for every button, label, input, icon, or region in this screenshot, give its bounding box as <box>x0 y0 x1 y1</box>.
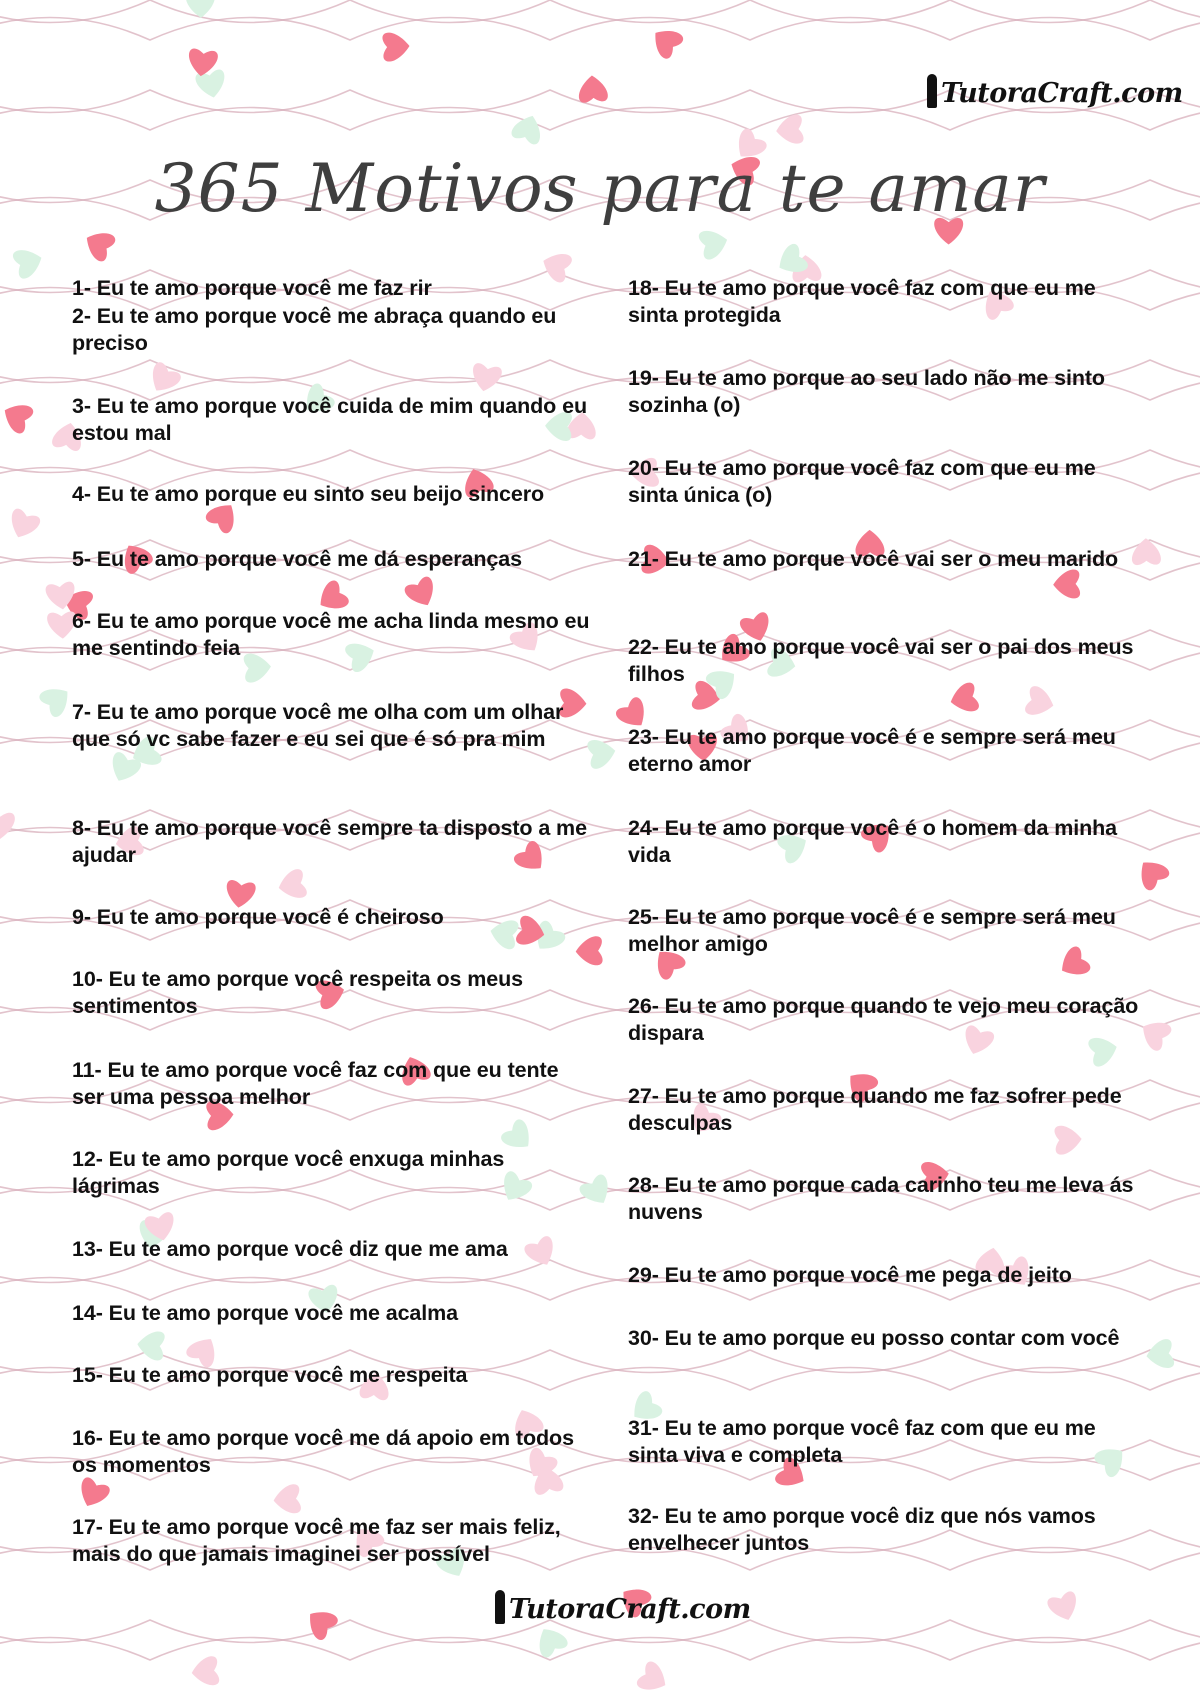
list-item: 8- Eu te amo porque você sempre ta disposto a me ajudar <box>72 816 587 867</box>
list-item: 19- Eu te amo porque ao seu lado não me sinto sozinha (o) <box>628 366 1105 417</box>
heart-icon <box>190 1656 220 1688</box>
list-item: 16- Eu te amo porque você me dá apoio em todos os momentos <box>72 1426 574 1477</box>
list-item: 5- Eu te amo porque você me dá esperanças <box>72 547 522 571</box>
heart-icon <box>1053 569 1081 599</box>
list-item: 27- Eu te amo porque quando me faz sofrer pede desculpas <box>628 1084 1122 1135</box>
list-item: 9- Eu te amo porque você é cheiroso <box>72 905 444 929</box>
list-item: 4- Eu te amo porque eu sinto seu beijo sincero <box>72 482 545 506</box>
heart-icon <box>80 225 117 263</box>
logo-bottom-text: TutoraCraft.com <box>509 1594 751 1625</box>
list-item: 15- Eu te amo porque você me respeita <box>72 1363 468 1387</box>
heart-icon <box>272 1484 301 1515</box>
woman-silhouette-icon <box>495 1590 505 1624</box>
list-item: 17- Eu te amo porque você me faz ser mais feliz, mais do que jamais imaginei ser possível <box>72 1515 561 1566</box>
page-title: 365 Motivos para te amar <box>154 150 1046 227</box>
list-item: 22- Eu te amo porque você vai ser o pai dos meus filhos <box>628 635 1134 686</box>
list-item: 18- Eu te amo porque você faz com que eu me sinta protegida <box>628 276 1096 327</box>
list-item: 6- Eu te amo porque você me acha linda mesmo eu me sentindo feia <box>72 609 590 660</box>
heart-icon <box>37 680 76 719</box>
list-item: 2- Eu te amo porque você me abraça quando eu preciso <box>72 304 557 355</box>
list-item: 7- Eu te amo porque você me olha com um olhar que só vc sabe fazer e eu sei que é só pra mim <box>72 700 564 751</box>
list-item: 23- Eu te amo porque você é e sempre será meu eterno amor <box>628 725 1116 776</box>
heart-icon <box>301 1603 340 1642</box>
heart-icon <box>510 111 546 146</box>
heart-icon <box>186 0 216 18</box>
heart-icon <box>5 507 42 543</box>
list-item: 31- Eu te amo porque você faz com que eu me sinta viva e completa <box>628 1416 1096 1467</box>
logo-bottom[interactable] <box>495 1590 751 1625</box>
heart-icon <box>74 1476 111 1512</box>
list-item: 20- Eu te amo porque você faz com que eu me sinta única (o) <box>628 456 1096 507</box>
heart-icon <box>1024 685 1057 720</box>
heart-icon <box>1145 1338 1175 1370</box>
woman-silhouette-icon <box>927 74 937 108</box>
heart-icon <box>635 1660 672 1696</box>
list-item: 1- Eu te amo porque você me faz rir <box>72 276 432 300</box>
heart-icon <box>646 22 685 61</box>
list-item: 11- Eu te amo porque você faz com que eu tente ser uma pessoa melhor <box>72 1058 559 1109</box>
list-item: 26- Eu te amo porque quando te vejo meu coração dispara <box>628 994 1139 1045</box>
heart-icon <box>0 397 35 435</box>
list-item: 21- Eu te amo porque você vai ser o meu marido <box>628 547 1119 571</box>
logo-top-text: TutoraCraft.com <box>941 78 1183 109</box>
heart-icon <box>12 244 47 280</box>
list-item: 25- Eu te amo porque você é e sempre será meu melhor amigo <box>628 905 1116 956</box>
list-item: 10- Eu te amo porque você respeita os meus sentimentos <box>72 967 524 1018</box>
list-item: 29- Eu te amo porque você me pega de jeito <box>628 1263 1072 1287</box>
list-item: 32- Eu te amo porque você diz que nós vamos envelhecer juntos <box>628 1504 1096 1555</box>
heart-icon <box>1046 1590 1082 1625</box>
heart-icon <box>698 226 731 261</box>
heart-icon <box>382 31 410 61</box>
list-item: 12- Eu te amo porque você enxuga minhas lágrimas <box>72 1147 505 1198</box>
list-item: 13- Eu te amo porque você diz que me ama <box>72 1237 508 1261</box>
list-item: 3- Eu te amo porque você cuida de mim quando eu estou mal <box>72 394 587 445</box>
heart-icon <box>403 575 441 612</box>
list-item: 14- Eu te amo porque você me acalma <box>72 1301 459 1325</box>
list-item: 28- Eu te amo porque cada carinho teu me leva ás nuvens <box>628 1173 1134 1224</box>
list-item: 30- Eu te amo porque eu posso contar com você <box>628 1326 1120 1350</box>
heart-icon <box>575 936 603 966</box>
heart-icon <box>0 812 15 839</box>
heart-icon <box>136 1330 165 1361</box>
heart-icon <box>577 74 608 103</box>
logo-top[interactable] <box>927 74 1183 109</box>
list-item: 24- Eu te amo porque você é o homem da minha vida <box>628 816 1118 867</box>
heart-icon <box>276 868 308 902</box>
